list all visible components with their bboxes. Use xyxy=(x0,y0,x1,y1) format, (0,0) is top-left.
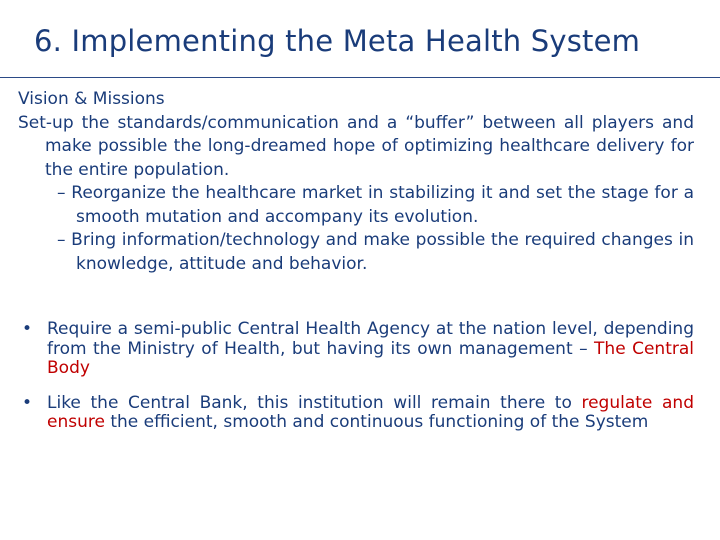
bullet-icon: • xyxy=(22,319,33,339)
bullet-list xyxy=(18,320,694,433)
bullet-item xyxy=(18,394,694,433)
bullet-item xyxy=(18,320,694,379)
title-divider xyxy=(0,77,720,78)
bullet-text: Require a semi-public Central Health Agency at the nation level, depending from the Ministry of Health, but having its own management – xyxy=(47,319,694,359)
sub-list xyxy=(18,182,694,276)
intro-paragraph: Set-up the standards/communication and a “buffer” between all players and make possible the long-dreamed hope of optimizing healthcare delivery for the entire population. xyxy=(18,112,694,180)
sub-item xyxy=(57,182,694,229)
dash-marker: – xyxy=(57,230,66,250)
bullet-tail: the efficient, smooth and continuous functioning of the System xyxy=(104,412,649,432)
dash-marker: – xyxy=(57,183,66,203)
sub-item xyxy=(57,229,694,276)
sub-item-text: Reorganize the healthcare market in stabilizing it and set the stage for a smooth mutation and accompany its evolution. xyxy=(71,183,694,227)
bullet-highlight: The Central Body xyxy=(47,338,695,378)
bullet-icon: • xyxy=(22,392,33,413)
sub-item-text: Bring information/technology and make possible the required changes in knowledge, attitude and behavior. xyxy=(71,230,694,274)
bullet-text: Like the Central Bank, this institution will remain there to xyxy=(47,392,582,413)
bullet-highlight: regulate and ensure xyxy=(47,392,694,432)
vision-block xyxy=(18,88,694,276)
section-heading: Vision & Missions xyxy=(18,89,165,109)
slide-title: 6. Implementing the Meta Health System xyxy=(34,24,641,58)
